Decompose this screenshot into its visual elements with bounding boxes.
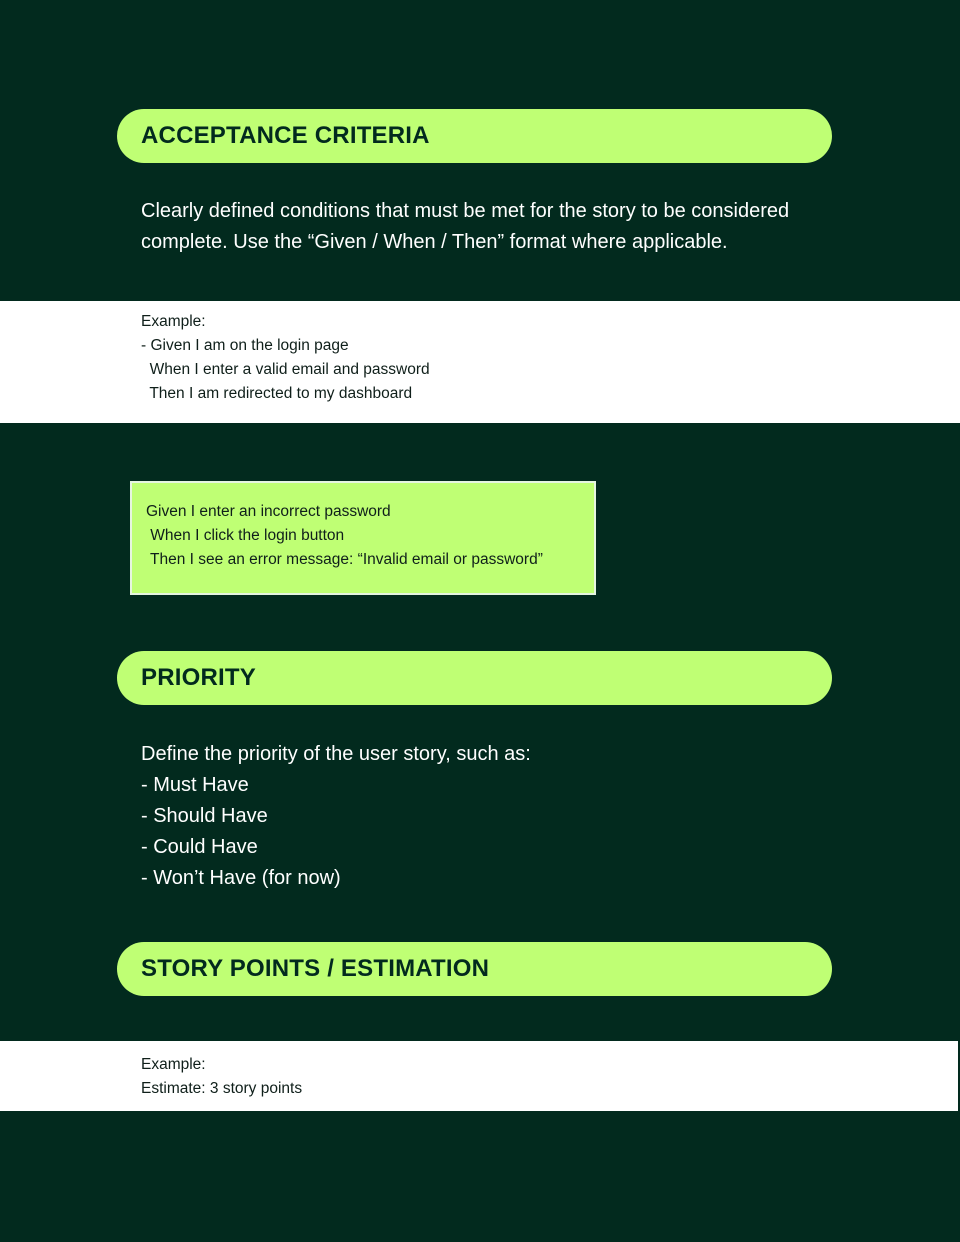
priority-item: - Won’t Have (for now)	[141, 867, 341, 889]
priority-heading: PRIORITY	[141, 664, 256, 691]
story-points-heading: STORY POINTS / ESTIMATION	[141, 955, 490, 982]
acceptance-criteria-description	[141, 196, 841, 258]
story-points-example-band	[0, 1041, 958, 1111]
priority-header	[117, 651, 832, 705]
acceptance-criteria-header	[117, 109, 832, 163]
description-line: complete. Use the “Given / When / Then” format where applicable.	[141, 231, 728, 253]
scenario-line: Given I enter an incorrect password	[146, 503, 391, 520]
description-line: Clearly defined conditions that must be met for the story to be considered	[141, 200, 790, 222]
scenario-line: Then I see an error message: “Invalid email or password”	[146, 551, 543, 568]
example-line: When I enter a valid email and password	[141, 361, 430, 378]
priority-description	[141, 739, 841, 894]
example-line: Then I am redirected to my dashboard	[141, 385, 413, 402]
priority-item: - Must Have	[141, 774, 249, 796]
priority-item: - Could Have	[141, 836, 258, 858]
example-line: - Given I am on the login page	[141, 337, 349, 354]
scenario-line: When I click the login button	[146, 527, 345, 544]
estimate-line: Estimate: 3 story points	[141, 1080, 303, 1097]
acceptance-example-band	[0, 301, 960, 423]
priority-item: - Should Have	[141, 805, 268, 827]
priority-intro: Define the priority of the user story, such as:	[141, 743, 531, 765]
acceptance-criteria-heading: ACCEPTANCE CRITERIA	[141, 122, 430, 149]
story-points-header	[117, 942, 832, 996]
example-label: Example:	[141, 313, 206, 330]
scenario-box	[130, 481, 596, 595]
example-label: Example:	[141, 1056, 206, 1073]
